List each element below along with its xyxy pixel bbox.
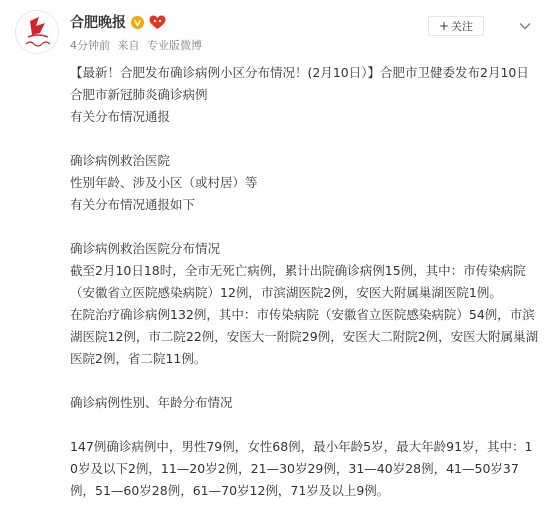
follow-button-label: 关注	[451, 20, 474, 33]
post-paragraph: 截至2月10日18时，全市无死亡病例，累计出院确诊病例15例，其中：市传染病院（安徽省立医院感染病院）12例，市滨湖医院2例，安医大附属巢湖医院1例。	[70, 263, 526, 300]
post-paragraph: 有关分布情况通报如下	[70, 197, 196, 212]
post-time[interactable]: 4分钟前	[70, 39, 110, 52]
post-paragraph: 有关分布情况通报	[70, 109, 171, 124]
post-paragraph: 在院治疗确诊病例132例，其中：市传染病院（安徽省立医院感染病院）54例，市滨湖医院12例，市二院22例，安医大一附院29例，安医大二附院2例，安医大附属巢湖医院2例，省二院11例。	[70, 307, 539, 366]
heart-icon[interactable]	[149, 15, 166, 30]
paragraph-spacer	[70, 370, 540, 392]
post-paragraph: 147例确诊病例中，男性79例，女性68例，最小年龄5岁，最大年龄91岁，其中：10岁及以下2例，11—20岁2例，21—30岁29例，31—40岁28例，41—50岁37例，51—60岁28例，61—70岁12例，71岁及以上9例。	[70, 439, 533, 498]
post-meta	[70, 37, 206, 53]
paragraph-spacer	[70, 216, 540, 238]
post-source[interactable]: 专业版微博	[147, 39, 202, 52]
avatar-logo	[16, 11, 59, 54]
post-paragraph: 合肥市新冠肺炎确诊病例	[70, 87, 208, 102]
section-heading-hospitals: 确诊病例救治医院分布情况	[70, 241, 221, 256]
paragraph-spacer	[70, 128, 540, 150]
verified-badge-icon	[131, 16, 144, 29]
post-paragraph: 性别年龄、涉及小区（或村居）等	[70, 175, 258, 190]
post-from-label: 来自	[117, 39, 140, 52]
post-headline: 【最新！合肥发布确诊病例小区分布情况！(2月10日）】合肥市卫健委发布2月10日	[70, 65, 529, 80]
section-heading-demographics: 确诊病例性别、年龄分布情况	[70, 395, 233, 410]
paragraph-spacer	[70, 414, 540, 436]
plus-icon: +	[438, 19, 450, 33]
follow-button[interactable]	[428, 16, 484, 36]
post-content	[70, 62, 540, 502]
account-name[interactable]: 合肥晚报	[70, 15, 126, 31]
account-header	[70, 12, 166, 32]
account-avatar[interactable]	[15, 10, 59, 54]
chevron-down-icon	[519, 22, 531, 30]
post-paragraph: 确诊病例救治医院	[70, 153, 171, 168]
more-options-button[interactable]	[514, 15, 536, 37]
